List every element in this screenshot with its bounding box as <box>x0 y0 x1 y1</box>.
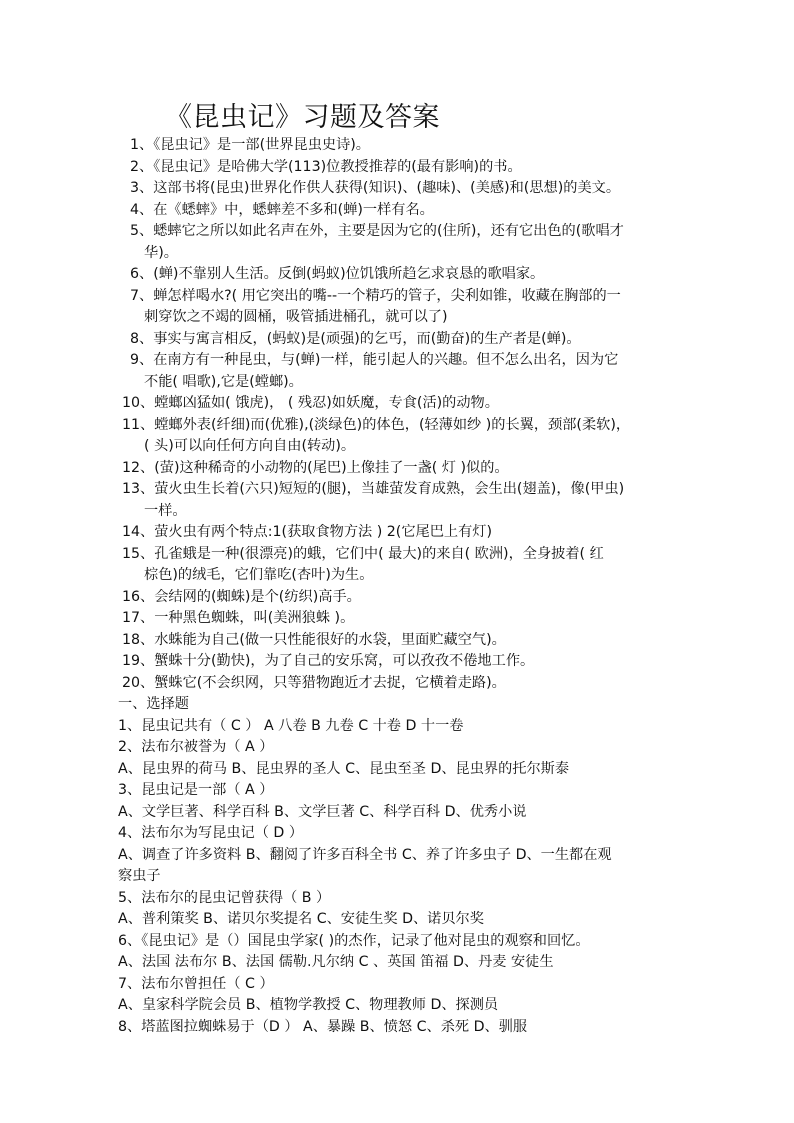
question-line: 3、这部书将(昆虫)世界化作供人获得(知识)、(趣味)、(美感)和(思想)的美文。 <box>130 180 621 196</box>
choice-line: A、调查了许多资料 B、翻阅了许多百科全书 C、养了许多虫子 D、一生都在观 <box>118 846 612 863</box>
choice-line: A、法国 法布尔 B、法国 儒勒.凡尔纳 C 、英国 笛福 D、丹麦 安徒生 <box>118 954 554 970</box>
question-line: 8、事实与寓言相反，(蚂蚁)是(顽强)的乞丐，而(勤奋)的生产者是(蝉)。 <box>130 330 581 347</box>
choice-line: 3、昆虫记是一部（ A ） <box>118 782 274 798</box>
choice-line: A、文学巨著、科学百科 B、文学巨著 C、科学百科 D、优秀小说 <box>118 803 527 820</box>
page-title: 《昆虫记》习题及答案 <box>165 102 440 133</box>
question-line: 9、在南方有一种昆虫，与(蝉)一样，能引起人的兴趣。但不怎么出名，因为它 <box>130 352 619 368</box>
choice-line: 7、法布尔曾担任（ C ） <box>118 975 274 992</box>
question-line: 17、一种黑色蜘蛛，叫(美洲狼蛛 )。 <box>122 610 355 626</box>
question-continuation: 一样。 <box>144 502 187 519</box>
question-continuation: 不能( 唱歌),它是(螳螂)。 <box>144 373 303 390</box>
question-line: 1、《昆虫记》是一部(世界昆虫史诗)。 <box>130 137 370 153</box>
choice-line: 5、法布尔的昆虫记曾获得（ B ） <box>118 889 331 906</box>
choice-line: 6、《昆虫记》是（）国昆虫学家( )的杰作，记录了他对昆虫的观察和回忆。 <box>118 932 590 949</box>
question-continuation: 刺穿饮之不竭的圆桶，吸管插进桶孔，就可以了) <box>144 309 448 325</box>
question-line: 14、萤火虫有两个特点:1(获取食物方法 ) 2(它尾巴上有灯) <box>122 524 492 540</box>
question-line: 16、会结网的(蜘蛛)是个(纺织)高手。 <box>122 588 361 605</box>
question-line: 7、蝉怎样喝水?( 用它突出的嘴--一个精巧的管子，尖利如锥，收藏在胸部的一 <box>130 287 621 304</box>
question-continuation: ( 头)可以向任何方向自由(转动)。 <box>144 438 356 454</box>
choice-line: A、普利策奖 B、诺贝尔奖提名 C、安徒生奖 D、诺贝尔奖 <box>118 911 484 927</box>
question-continuation: 华)。 <box>144 244 178 261</box>
question-line: 20、蟹蛛它(不会织网，只等猎物跑近才去捉，它横着走路)。 <box>122 674 506 691</box>
choice-line: A、皇家科学院会员 B、植物学教授 C、物理教师 D、探测员 <box>118 997 499 1013</box>
question-line: 13、萤火虫生长着(六只)短短的(腿)，当雄萤发育成熟，会生出(翅盖)，像(甲虫) <box>122 481 625 497</box>
question-line: 18、水蛛能为自己(做一只性能很好的水袋，里面贮藏空气)。 <box>122 631 506 648</box>
question-line: 2、《昆虫记》是哈佛大学(113)位教授推荐的(最有影响)的书。 <box>130 158 522 175</box>
question-line: 4、在《蟋蟀》中，蟋蟀差不多和(蝉)一样有名。 <box>130 201 434 218</box>
question-line: 6、(蝉)不靠别人生活。反倒(蚂蚁)位饥饿所趋乞求哀恳的歌唱家。 <box>130 266 545 282</box>
choice-line: A、昆虫界的荷马 B、昆虫界的圣人 C、昆虫至圣 D、昆虫界的托尔斯泰 <box>118 760 570 777</box>
section-heading: 一、选择题 <box>118 696 189 712</box>
choice-line: 4、法布尔为写昆虫记（ D ） <box>118 825 304 841</box>
question-line: 12、(萤)这种稀奇的小动物的(尾巴)上像挂了一盏( 灯 )似的。 <box>122 459 509 476</box>
question-line: 15、孔雀蛾是一种(很漂亮)的蛾，它们中( 最大)的来自( 欧洲)，全身披着( 红 <box>122 545 604 562</box>
question-line: 19、蟹蛛十分(勤快)，为了自己的安乐窝，可以孜孜不倦地工作。 <box>122 653 535 669</box>
question-line: 10、螳螂凶猛如( 饿虎)， ( 残忍)如妖魔，专食(活)的动物。 <box>122 395 499 411</box>
choice-line: 察虫子 <box>118 868 161 884</box>
question-line: 5、蟋蟀它之所以如此名声在外，主要是因为它的(住所)，还有它出色的(歌唱才 <box>130 223 624 239</box>
question-continuation: 棕色)的绒毛，它们靠吃(杏叶)为生。 <box>144 567 374 583</box>
choice-line: 2、法布尔被誉为（ A ） <box>118 739 274 755</box>
choice-line: 8、塔蓝图拉蜘蛛易于（D ） A、暴躁 B、愤怒 C、杀死 D、驯服 <box>118 1018 528 1035</box>
choice-line: 1、昆虫记共有（ C ） A 八卷 B 九卷 C 十卷 D 十一卷 <box>118 717 464 734</box>
document-body <box>118 135 688 1038</box>
question-line: 11、螳螂外表(纤细)而(优雅),(淡绿色)的体色，(轻薄如纱 )的长翼，颈部(柔软)， <box>122 416 631 433</box>
